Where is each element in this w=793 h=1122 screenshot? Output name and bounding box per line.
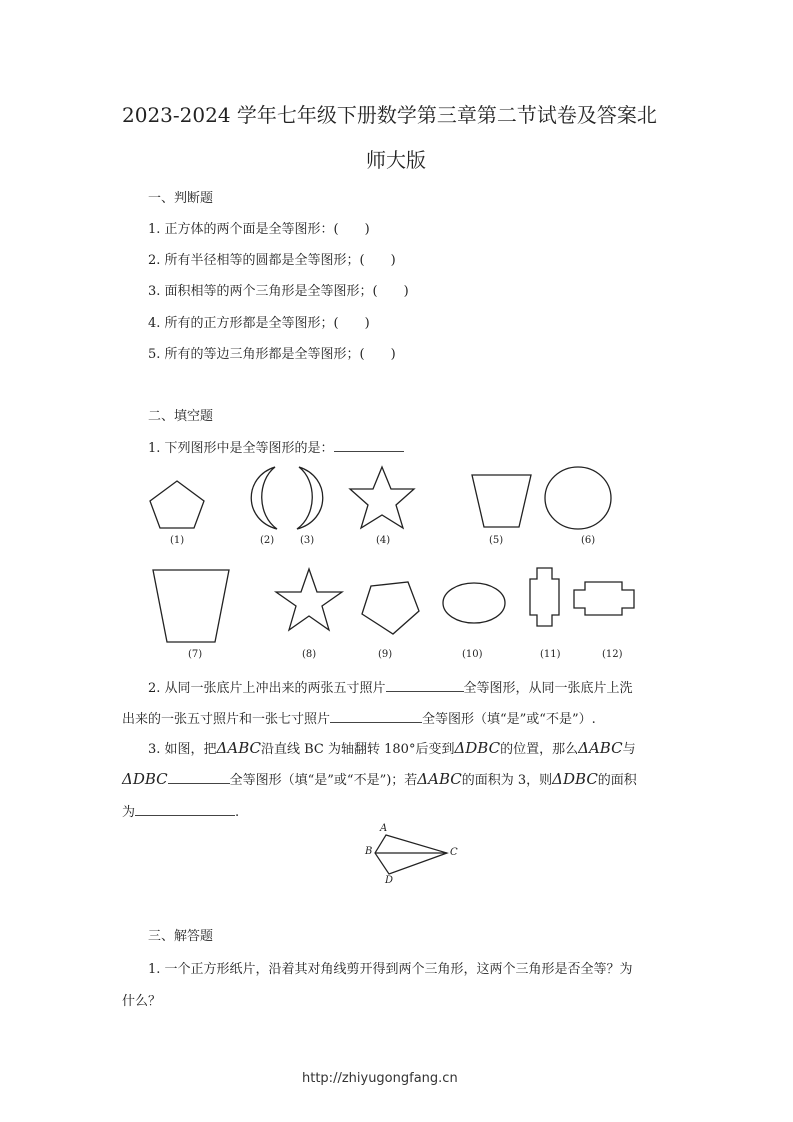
q3-text-b: 沿直线 BC 为轴翻转 180°后变到 <box>261 742 455 757</box>
section-heading-judgement: 一、判断题 <box>148 191 214 206</box>
judgement-item-5: 5. 所有的等边三角形都是全等图形；( ) <box>148 347 396 362</box>
q2-text-1: 2. 从同一张底片上冲出来的两张五寸照片 <box>148 681 386 696</box>
page-title-line2: 师大版 <box>366 148 426 172</box>
q3-triangle-abc: ΔABC <box>417 770 462 788</box>
q2-text-2: 全等图形，从同一张底片上洗 <box>463 681 633 696</box>
figure-label-1: (1) <box>170 535 185 546</box>
figure-label-10: (10) <box>462 649 483 660</box>
diagram-label-a: A <box>380 823 388 834</box>
judgement-item-1: 1. 正方体的两个面是全等图形：( ) <box>148 222 370 237</box>
q3-text-e: 全等图形（填“是”或“不是”)；若 <box>229 773 418 788</box>
judgement-item-4: 4. 所有的正方形都是全等图形；( ) <box>148 316 370 331</box>
q2-text-3: 出来的一张五寸照片和一张七寸照片 <box>122 712 331 727</box>
q2-text-4: 全等图形（填“是”或“不是”）. <box>422 712 596 727</box>
section-heading-fill-blank: 二、填空题 <box>148 409 214 424</box>
q3-text-h: 为 <box>122 805 136 820</box>
figure-label-11: (11) <box>540 649 561 660</box>
q3-text-c: 的位置，那么 <box>500 742 579 757</box>
figure-label-12: (12) <box>602 649 623 660</box>
judgement-item-3: 3. 面积相等的两个三角形是全等图形；( ) <box>148 284 409 299</box>
q3-text-i: . <box>235 805 240 820</box>
figure-label-8: (8) <box>302 649 317 660</box>
fill-question-1-text: 1. 下列图形中是全等图形的是： <box>148 441 334 456</box>
page-title-line1: 2023-2024 学年七年级下册数学第三章第二节试卷及答案北 <box>122 103 657 127</box>
figure-label-6: (6) <box>581 535 596 546</box>
q3-triangle-dbc: ΔDBC <box>122 770 168 788</box>
figure-label-7: (7) <box>188 649 203 660</box>
q3-triangle-abc: ΔABC <box>216 739 261 757</box>
figure-label-4: (4) <box>376 535 391 546</box>
diagram-label-d: D <box>385 875 394 886</box>
footer-url[interactable]: http://zhiyugongfang.cn <box>302 1071 458 1086</box>
section-heading-answer: 三、解答题 <box>148 929 214 944</box>
q3-triangle-dbc: ΔDBC <box>454 739 501 757</box>
figure-label-5: (5) <box>489 535 504 546</box>
figure-label-9: (9) <box>378 649 393 660</box>
q3-text-a: 3. 如图，把 <box>148 742 217 757</box>
diagram-label-b: B <box>365 846 373 857</box>
q3-text-g: 的面积 <box>597 773 637 788</box>
answer-question-1-line1: 1. 一个正方形纸片，沿着其对角线剪开得到两个三角形，这两个三角形是否全等？为 <box>148 962 633 977</box>
figure-label-2: (2) <box>260 535 275 546</box>
judgement-item-2: 2. 所有半径相等的圆都是全等图形；( ) <box>148 253 396 268</box>
diagram-label-c: C <box>450 847 458 858</box>
q3-triangle-dbc: ΔDBC <box>552 770 598 788</box>
figure-label-3: (3) <box>300 535 315 546</box>
q3-triangle-abc: ΔABC <box>578 739 623 757</box>
answer-question-1-line2: 什么？ <box>122 994 162 1009</box>
q3-text-f: 的面积为 3，则 <box>461 773 553 788</box>
q3-text-d: 与 <box>622 742 636 757</box>
